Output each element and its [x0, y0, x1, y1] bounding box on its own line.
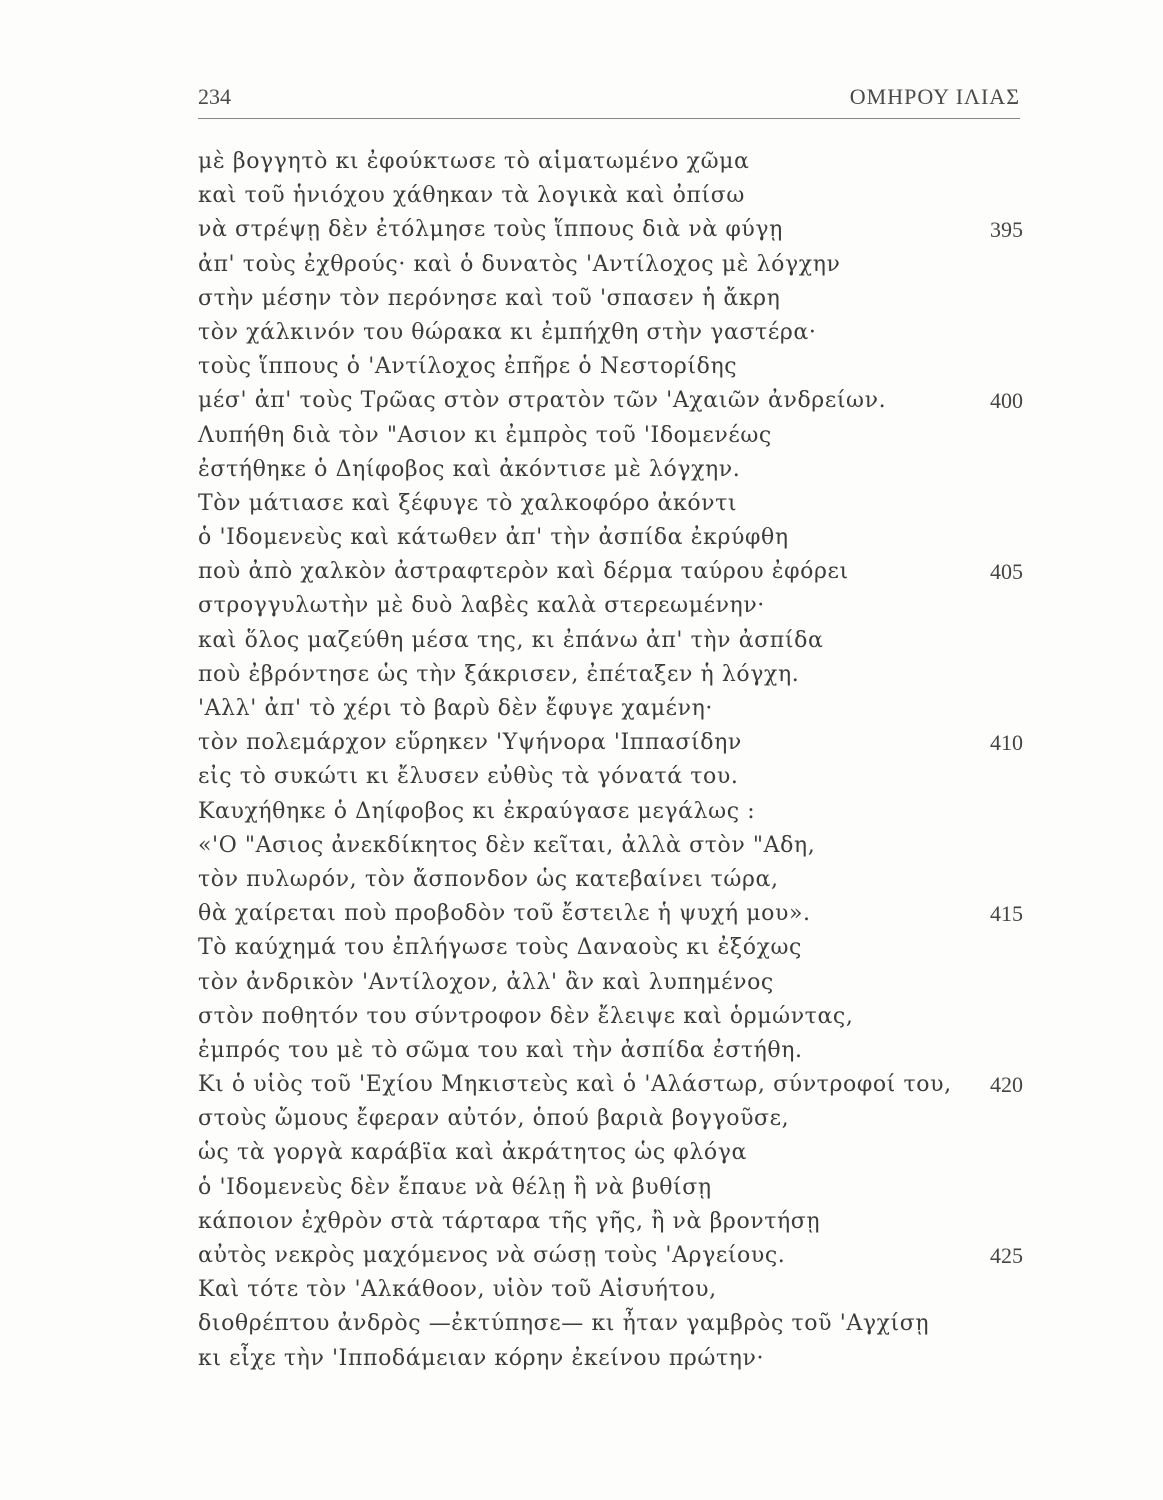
verse-text: Τὸ καύχημά του ἐπλήγωσε τοὺς Δαναοὺς κι ἐξόχως [198, 935, 802, 961]
verse-text: νὰ στρέψῃ δὲν ἐτόλμησε τοὺς ἵππους διὰ νὰ φύγῃ [198, 217, 783, 243]
verse-line [198, 384, 1023, 418]
verse-line [198, 589, 1023, 623]
verse-line [198, 1273, 1023, 1307]
verse-line [198, 1136, 1023, 1170]
verse-number: 420 [990, 1072, 1023, 1098]
verse-line [198, 897, 1023, 931]
verse-line [198, 863, 1023, 897]
verse-line [198, 795, 1023, 829]
verse-line [198, 1171, 1023, 1205]
verse-line [198, 1068, 1023, 1102]
verse-text: ὡς τὰ γοργὰ καράβϊα καὶ ἀκράτητος ὡς φλόγα [198, 1140, 747, 1166]
verse-text: «'Ο "Ασιος ἀνεκδίκητος δὲν κεῖται, ἀλλὰ στὸν "Αδη, [198, 832, 816, 858]
verse-text: στοὺς ὤμους ἔφεραν αὐτόν, ὁπού βαριὰ βογγοῦσε, [198, 1106, 790, 1132]
verse-line [198, 1205, 1023, 1239]
verse-line [198, 726, 1023, 760]
verse-text: Καὶ τότε τὸν 'Αλκάθοον, υἱὸν τοῦ Αἰσυήτου, [198, 1277, 717, 1303]
verse-number: 425 [990, 1243, 1023, 1268]
verse-text: ὁ 'Ιδομενεὺς καὶ κάτωθεν ἀπ' τὴν ἀσπίδα ἐκρύφθη [198, 525, 789, 551]
verse-text: εἰς τὸ συκώτι κι ἔλυσεν εὐθὺς τὰ γόνατά του. [198, 764, 739, 790]
verse-line [198, 829, 1023, 863]
verse-text: διοθρέπτου ἀνδρὸς —ἐκτύπησε— κι ἦταν γαμβρὸς τοῦ 'Αγχίσῃ [198, 1311, 930, 1337]
verse-line [198, 624, 1023, 658]
verse-text: στρογγυλωτὴν μὲ δυὸ λαβὲς καλὰ στερεωμένην· [198, 593, 765, 619]
verse-text: Τὸν μάτιασε καὶ ξέφυγε τὸ χαλκοφόρο ἀκόντι [198, 490, 738, 516]
verse-line [198, 1307, 1023, 1341]
verse-text: κι εἶχε τὴν 'Ιπποδάμειαν κόρην ἐκείνου πρώτην· [198, 1345, 765, 1371]
header-rule [198, 118, 1020, 119]
verse-number: 400 [990, 388, 1023, 414]
verse-text: μὲ βογγητὸ κι ἐφούκτωσε τὸ αἱματωμένο χῶμα [198, 149, 750, 174]
verse-line [198, 282, 1023, 316]
verse-line [198, 1342, 1023, 1376]
verse-line [198, 350, 1023, 384]
verse-text: τοὺς ἵππους ὁ 'Αντίλοχος ἐπῆρε ὁ Νεστορίδης [198, 354, 738, 380]
verse-text: ἐμπρός του μὲ τὸ σῶμα του καὶ τὴν ἀσπίδα ἐστήθη. [198, 1037, 803, 1063]
verse-line [198, 692, 1023, 726]
verse-line [198, 931, 1023, 965]
verse-line [198, 419, 1023, 453]
page-header [198, 78, 1020, 118]
verse-text: ποὺ ἀπὸ χαλκὸν ἀστραφτερὸν καὶ δέρμα ταύρου ἐφόρει [198, 559, 849, 585]
verse-line [198, 248, 1023, 282]
verse-text: ποὺ ἐβρόντησε ὡς τὴν ξάκρισεν, ἐπέταξεν ἡ λόγχη. [198, 661, 800, 687]
verse-line [198, 316, 1023, 350]
verse-line [198, 555, 1023, 589]
verse-line [198, 521, 1023, 555]
verse-text: αὐτὸς νεκρὸς μαχόμενος νὰ σώσῃ τοὺς 'Αργείους. [198, 1243, 786, 1268]
verse-number: 410 [990, 730, 1023, 756]
verse-text: στὴν μέσην τὸν περόνησε καὶ τοῦ 'σπασεν ἡ ἄκρη [198, 285, 781, 311]
verse-text: ἐστήθηκε ὁ Δηίφοβος καὶ ἀκόντισε μὲ λόγχην. [198, 456, 741, 482]
verse-line [198, 145, 1023, 179]
verse-text: στὸν ποθητόν του σύντροφον δὲν ἔλειψε καὶ ὁρμώντας, [198, 1003, 854, 1029]
verse-text: Κι ὁ υἱὸς τοῦ 'Εχίου Μηκιστεὺς καὶ ὁ 'Αλάστωρ, σύντροφοί του, [198, 1072, 952, 1098]
verse-text: καὶ ὅλος μαζεύθη μέσα της, κι ἐπάνω ἀπ' τὴν ἀσπίδα [198, 627, 824, 653]
verse-number: 405 [990, 559, 1023, 585]
page-number: 234 [198, 84, 231, 109]
verse-number: 415 [990, 901, 1023, 927]
verse-text: καὶ τοῦ ἡνιόχου χάθηκαν τὰ λογικὰ καὶ ὀπίσω [198, 183, 745, 209]
verse-text: ὁ 'Ιδομενεὺς δὲν ἔπαυε νὰ θέλῃ ἢ νὰ βυθίσῃ [198, 1174, 712, 1200]
verse-text: θὰ χαίρεται ποὺ προβοδὸν τοῦ ἔστειλε ἡ ψυχή μου». [198, 901, 811, 927]
verse-line [198, 966, 1023, 1000]
verse-line [198, 213, 1023, 247]
verse-text: τὸν χάλκινόν του θώρακα κι ἐμπήχθη στὴν γαστέρα· [198, 319, 817, 345]
verse-line [198, 1102, 1023, 1136]
verse-text: μέσ' ἀπ' τοὺς Τρῶας στὸν στρατὸν τῶν 'Αχαιῶν ἀνδρείων. [198, 388, 887, 414]
verse-line [198, 760, 1023, 794]
verse-text: 'Αλλ' ἀπ' τὸ χέρι τὸ βαρὺ δὲν ἔφυγε χαμένη· [198, 696, 713, 721]
verse-text: ἀπ' τοὺς ἐχθρούς· καὶ ὁ δυνατὸς 'Αντίλοχος μὲ λόγχην [198, 251, 841, 277]
verse-text: Λυπήθη διὰ τὸν "Ασιον κι ἐμπρὸς τοῦ 'Ιδομενέως [198, 422, 772, 448]
verse-text: τὸν πολεμάρχον εὕρηκεν 'Υψήνορα 'Ιππασίδην [198, 730, 742, 756]
running-title: ΟΜΗΡΟΥ ΙΛΙΑΣ [849, 84, 1020, 109]
verse-line [198, 658, 1023, 692]
verse-line [198, 1000, 1023, 1034]
verse-block [198, 145, 1023, 1376]
verse-line [198, 1034, 1023, 1068]
verse-text: κάποιον ἐχθρὸν στὰ τάρταρα τῆς γῆς, ἢ νὰ βροντήσῃ [198, 1208, 821, 1234]
verse-line [198, 179, 1023, 213]
verse-text: Καυχήθηκε ὁ Δηίφοβος κι ἐκραύγασε μεγάλως : [198, 798, 756, 824]
verse-text: τὸν πυλωρόν, τὸν ἄσπονδον ὡς κατεβαίνει τώρα, [198, 866, 779, 892]
verse-line [198, 453, 1023, 487]
verse-line [198, 1239, 1023, 1273]
verse-line [198, 487, 1023, 521]
verse-number: 395 [990, 217, 1023, 243]
verse-text: τὸν ἀνδρικὸν 'Αντίλοχον, ἀλλ' ἂν καὶ λυπημένος [198, 969, 774, 995]
